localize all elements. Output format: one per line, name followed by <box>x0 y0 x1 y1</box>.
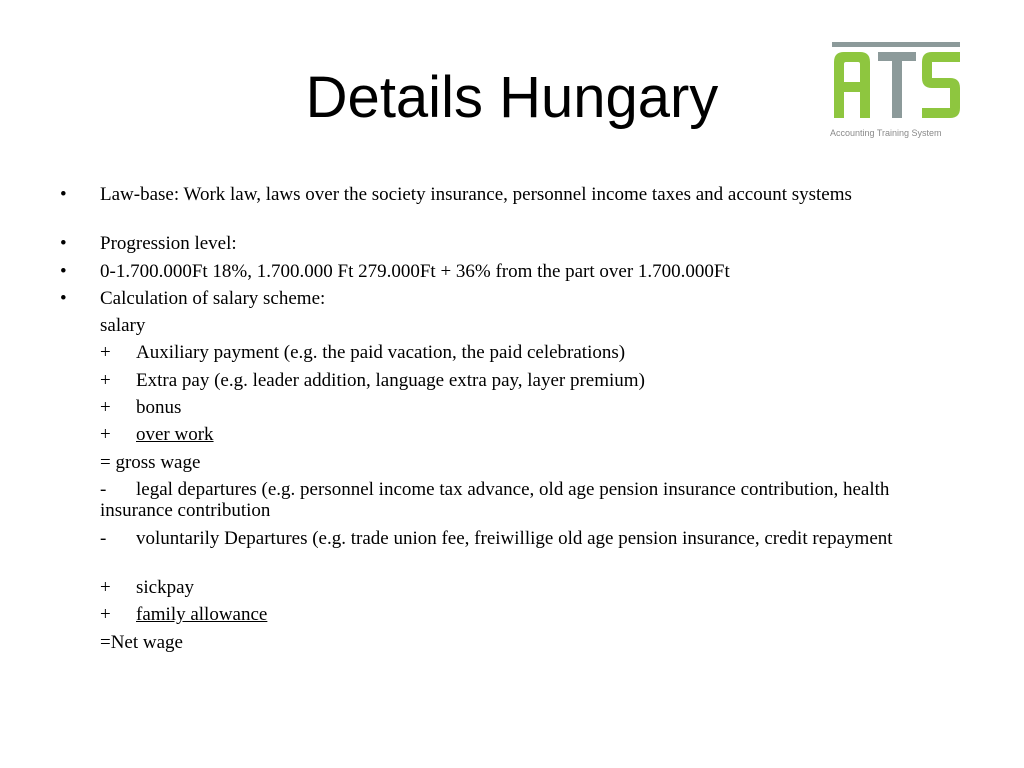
scheme-family-allowance-text: family allowance <box>136 604 268 625</box>
scheme-gross-wage: = gross wage <box>100 452 201 473</box>
bullet-marker: • <box>60 233 67 254</box>
plus-sign: + <box>100 577 111 598</box>
scheme-extra-pay <box>100 370 960 391</box>
minus-sign: - <box>100 479 107 500</box>
scheme-sickpay-text: sickpay <box>136 577 195 598</box>
bullet-progression: Progression level: <box>100 233 237 254</box>
scheme-voluntary-departures <box>100 528 960 549</box>
scheme-over-work <box>100 424 960 445</box>
scheme-net-wage: =Net wage <box>100 632 183 653</box>
scheme-auxiliary <box>100 342 960 363</box>
scheme-legal-departures <box>100 479 960 521</box>
scheme-over-work-text: over work <box>136 424 214 445</box>
scheme-sickpay <box>100 577 960 598</box>
plus-sign: + <box>100 424 111 445</box>
scheme-auxiliary-text: Auxiliary payment (e.g. the paid vacation, the paid celebrations) <box>136 342 626 363</box>
bullet-marker: • <box>60 261 67 282</box>
scheme-extra-pay-text: Extra pay (e.g. leader addition, language extra pay, layer premium) <box>136 370 645 391</box>
bullet-calculation: Calculation of salary scheme: <box>100 288 326 309</box>
slide-title: Details Hungary <box>305 65 719 130</box>
minus-sign: - <box>100 528 107 549</box>
scheme-family-allowance <box>100 604 960 625</box>
logo-subtitle: Accounting Training System <box>830 128 942 138</box>
scheme-legal-departures-text: legal departures (e.g. personnel income tax advance, old age pension insurance contribution, health insurance contribution <box>100 479 890 521</box>
scheme-bonus <box>100 397 960 418</box>
bullet-rates: 0-1.700.000Ft 18%, 1.700.000 Ft 279.000Ft + 36% from the part over 1.700.000Ft <box>100 261 730 282</box>
scheme-over-work-underlined <box>100 424 214 445</box>
scheme-voluntary-departures-text: voluntarily Departures (e.g. trade union fee, freiwillige old age pension insurance, credit repayment <box>136 528 893 549</box>
bullet-marker: • <box>60 184 67 205</box>
bullet-marker: • <box>60 288 67 309</box>
plus-sign: + <box>100 604 111 625</box>
scheme-salary: salary <box>100 315 146 336</box>
plus-sign: + <box>100 370 111 391</box>
plus-sign: + <box>100 342 111 363</box>
bullet-law-base: Law-base: Work law, laws over the society insurance, personnel income taxes and account systems <box>100 184 852 205</box>
scheme-family-allowance-underlined <box>100 604 267 625</box>
scheme-bonus-text: bonus <box>136 397 182 418</box>
plus-sign: + <box>100 397 111 418</box>
